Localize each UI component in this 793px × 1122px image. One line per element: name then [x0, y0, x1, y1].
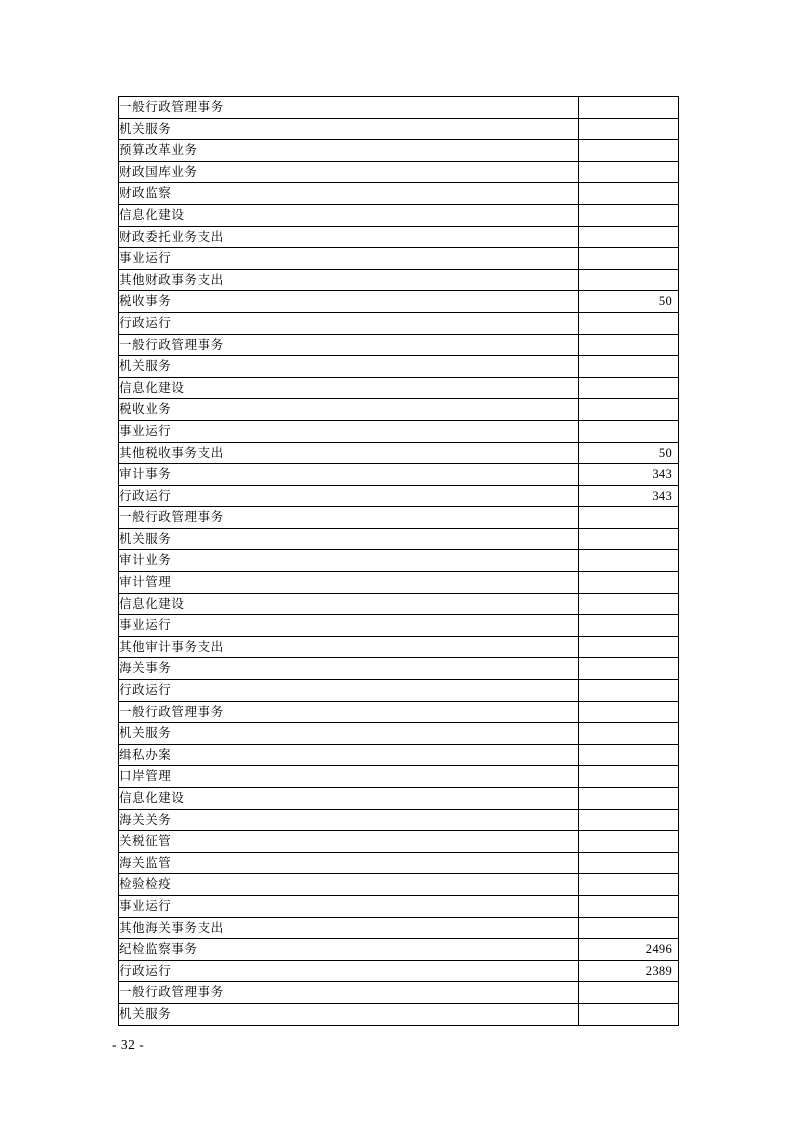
- table-cell-amount: [579, 680, 679, 702]
- table-cell-amount: [579, 399, 679, 421]
- table-cell-item-name: 行政运行: [119, 960, 579, 982]
- table-cell-item-name: 口岸管理: [119, 766, 579, 788]
- table-cell-item-name: 预算改革业务: [119, 140, 579, 162]
- table-row: [119, 485, 679, 507]
- table-row: [119, 766, 679, 788]
- table-cell-amount: [579, 528, 679, 550]
- table-cell-amount: [579, 809, 679, 831]
- table-cell-amount: [579, 161, 679, 183]
- table-row: [119, 507, 679, 529]
- table-cell-item-name: 一般行政管理事务: [119, 507, 579, 529]
- table-cell-item-name: 缉私办案: [119, 744, 579, 766]
- table-cell-amount: [579, 550, 679, 572]
- table-cell-amount: [579, 831, 679, 853]
- table-cell-item-name: 机关服务: [119, 528, 579, 550]
- table-cell-amount: [579, 615, 679, 637]
- table-cell-item-name: 事业运行: [119, 895, 579, 917]
- table-cell-item-name: 事业运行: [119, 248, 579, 270]
- table-row: [119, 550, 679, 572]
- table-row: [119, 226, 679, 248]
- table-cell-item-name: 其他税收事务支出: [119, 442, 579, 464]
- table-row: [119, 97, 679, 119]
- table-cell-amount: [579, 507, 679, 529]
- table-cell-item-name: 机关服务: [119, 118, 579, 140]
- table-cell-amount: [579, 636, 679, 658]
- table-row: [119, 615, 679, 637]
- table-cell-amount: [579, 269, 679, 291]
- table-cell-item-name: 其他财政事务支出: [119, 269, 579, 291]
- table-row: [119, 442, 679, 464]
- table-row: [119, 960, 679, 982]
- table-row: [119, 248, 679, 270]
- table-cell-item-name: 一般行政管理事务: [119, 97, 579, 119]
- table-cell-item-name: 海关事务: [119, 658, 579, 680]
- table-cell-amount: [579, 723, 679, 745]
- table-cell-amount: [579, 248, 679, 270]
- table-cell-amount: 2496: [579, 939, 679, 961]
- table-cell-amount: [579, 356, 679, 378]
- table-cell-item-name: 机关服务: [119, 723, 579, 745]
- table-cell-amount: [579, 852, 679, 874]
- table-row: [119, 895, 679, 917]
- table-cell-amount: [579, 895, 679, 917]
- table-row: [119, 269, 679, 291]
- table-cell-amount: [579, 204, 679, 226]
- table-cell-item-name: 机关服务: [119, 1003, 579, 1025]
- table-cell-item-name: 行政运行: [119, 485, 579, 507]
- table-cell-item-name: 财政监察: [119, 183, 579, 205]
- table-row: [119, 183, 679, 205]
- table-row: [119, 1003, 679, 1025]
- page-number: - 32 -: [112, 1037, 145, 1052]
- table-row: [119, 636, 679, 658]
- table-cell-item-name: 关税征管: [119, 831, 579, 853]
- table-row: [119, 939, 679, 961]
- table-row: [119, 680, 679, 702]
- table-cell-amount: [579, 744, 679, 766]
- table-cell-item-name: 行政运行: [119, 680, 579, 702]
- table-row: [119, 917, 679, 939]
- table-cell-item-name: 税收事务: [119, 291, 579, 313]
- table-cell-item-name: 海关关务: [119, 809, 579, 831]
- table-cell-amount: [579, 97, 679, 119]
- table-cell-amount: 2389: [579, 960, 679, 982]
- table-cell-amount: [579, 1003, 679, 1025]
- table-cell-amount: 343: [579, 464, 679, 486]
- table-cell-item-name: 审计业务: [119, 550, 579, 572]
- table-cell-amount: 50: [579, 442, 679, 464]
- table-cell-item-name: 审计管理: [119, 572, 579, 594]
- table-cell-amount: [579, 766, 679, 788]
- table-row: [119, 377, 679, 399]
- table-row: [119, 140, 679, 162]
- table-row: [119, 420, 679, 442]
- table-cell-amount: [579, 183, 679, 205]
- table-cell-amount: [579, 982, 679, 1004]
- table-row: [119, 334, 679, 356]
- table-row: [119, 118, 679, 140]
- table-cell-amount: [579, 572, 679, 594]
- table-cell-amount: [579, 377, 679, 399]
- table-cell-item-name: 海关监管: [119, 852, 579, 874]
- table-cell-amount: [579, 788, 679, 810]
- table-row: [119, 572, 679, 594]
- table-cell-amount: [579, 334, 679, 356]
- table-cell-amount: 50: [579, 291, 679, 313]
- table-cell-amount: [579, 312, 679, 334]
- table-cell-amount: 343: [579, 485, 679, 507]
- budget-expenditure-table: [118, 96, 679, 1026]
- table-row: [119, 464, 679, 486]
- table-row: [119, 204, 679, 226]
- table-row: [119, 528, 679, 550]
- table-row: [119, 291, 679, 313]
- table-cell-item-name: 事业运行: [119, 615, 579, 637]
- table-row: [119, 809, 679, 831]
- table-cell-amount: [579, 658, 679, 680]
- table-row: [119, 399, 679, 421]
- table-cell-item-name: 税收业务: [119, 399, 579, 421]
- table-cell-amount: [579, 118, 679, 140]
- table-cell-amount: [579, 917, 679, 939]
- table-cell-item-name: 其他海关事务支出: [119, 917, 579, 939]
- table-cell-item-name: 信息化建设: [119, 377, 579, 399]
- table-row: [119, 658, 679, 680]
- table-body: [119, 97, 679, 1026]
- table-cell-item-name: 审计事务: [119, 464, 579, 486]
- table-row: [119, 982, 679, 1004]
- table-cell-item-name: 财政国库业务: [119, 161, 579, 183]
- table-cell-item-name: 信息化建设: [119, 788, 579, 810]
- table-cell-item-name: 一般行政管理事务: [119, 982, 579, 1004]
- table-row: [119, 356, 679, 378]
- table-row: [119, 744, 679, 766]
- table-cell-item-name: 一般行政管理事务: [119, 334, 579, 356]
- table-cell-item-name: 信息化建设: [119, 204, 579, 226]
- table-row: [119, 312, 679, 334]
- table-cell-item-name: 财政委托业务支出: [119, 226, 579, 248]
- table-cell-item-name: 其他审计事务支出: [119, 636, 579, 658]
- table-cell-item-name: 事业运行: [119, 420, 579, 442]
- table-cell-item-name: 一般行政管理事务: [119, 701, 579, 723]
- table-cell-amount: [579, 140, 679, 162]
- table-cell-amount: [579, 874, 679, 896]
- table-cell-item-name: 纪检监察事务: [119, 939, 579, 961]
- table-row: [119, 874, 679, 896]
- table-cell-item-name: 机关服务: [119, 356, 579, 378]
- table-cell-amount: [579, 593, 679, 615]
- table-row: [119, 788, 679, 810]
- table-row: [119, 852, 679, 874]
- table-row: [119, 831, 679, 853]
- table-row: [119, 593, 679, 615]
- table-cell-amount: [579, 226, 679, 248]
- table-cell-item-name: 行政运行: [119, 312, 579, 334]
- table-row: [119, 723, 679, 745]
- table-cell-item-name: 信息化建设: [119, 593, 579, 615]
- table-cell-item-name: 检验检疫: [119, 874, 579, 896]
- table-row: [119, 161, 679, 183]
- table-cell-amount: [579, 420, 679, 442]
- table-row: [119, 701, 679, 723]
- table-cell-amount: [579, 701, 679, 723]
